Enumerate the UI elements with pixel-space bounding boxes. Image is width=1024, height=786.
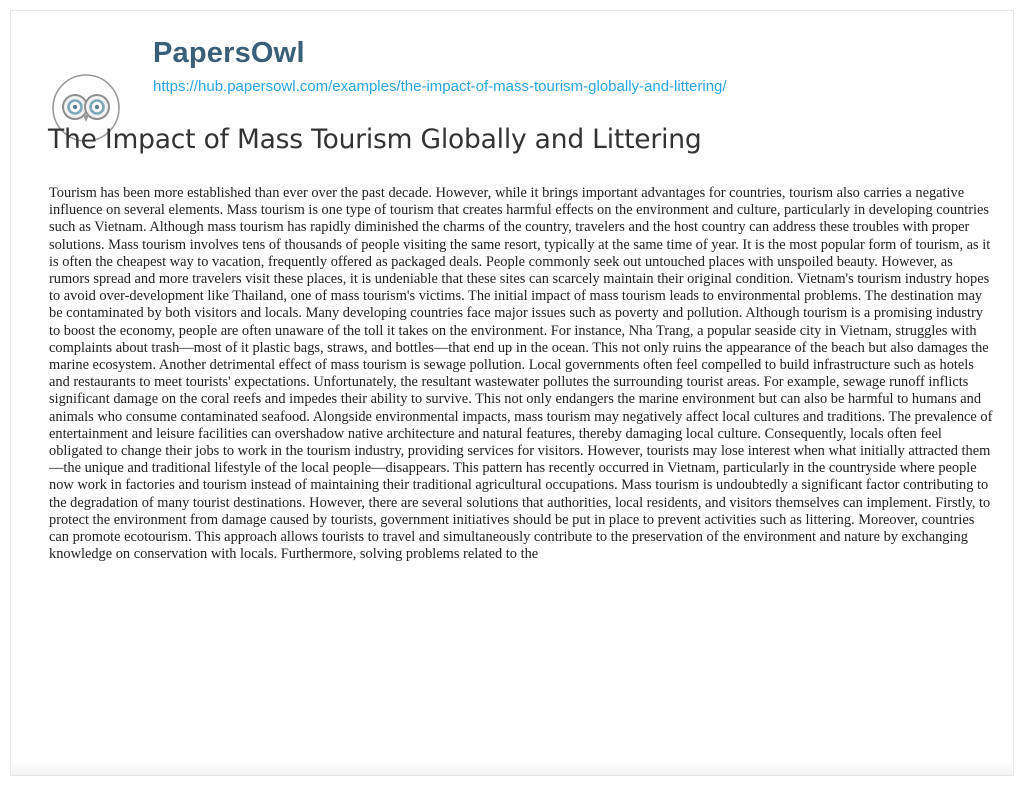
document-page xyxy=(10,10,1014,776)
brand-name: PapersOwl xyxy=(153,37,305,69)
article-body: Tourism has been more established than ever over the past decade. However, while it brings important advantages for countries, tourism also carries a negative influence on several elements. Mass tourism is one type of tourism that creates harmful effects on the environment and culture, particularly in developing countries such as Vietnam. Although mass tourism has rapidly diminished the charms of the country, travelers and the host country can address these troubles with proper solutions. Mass tourism involves tens of thousands of people visiting the same resort, typically at the same time of year. It is the most popular form of tourism, as it is often the cheapest way to vacation, frequently offered as packaged deals. People commonly seek out untouched places with unspoiled beauty. However, as rumors spread and more travelers visit these places, it is undeniable that these sites can scarcely maintain their original condition. Vietnam's tourism industry hopes to avoid over-development like Thailand, one of mass tourism's victims. The initial impact of mass tourism leads to environmental problems. The destination may be contaminated by both visitors and locals. Many developing countries face major issues such as poverty and pollution. Although tourism is a promising industry to boost the economy, people are often unaware of the toll it takes on the environment. For instance, Nha Trang, a popular seaside city in Vietnam, struggles with complaints about trash—most of it plastic bags, straws, and bottles—that end up in the ocean. This not only ruins the appearance of the beach but also damages the marine ecosystem. Another detrimental effect of mass tourism is sewage pollution. Local governments often feel compelled to build infrastructure such as hotels and restaurants to meet tourists' expectations. Unfortunately, the resultant wastewater pollutes the surrounding tourist areas. For example, sewage runoff inflicts significant damage on the coral reefs and impedes their ability to survive. This not only endangers the marine environment but can also be harmful to humans and animals who consume contaminated seafood. Alongside environmental impacts, mass tourism may negatively affect local cultures and traditions. The prevalence of entertainment and leisure facilities can overshadow native architecture and natural features, thereby damaging local culture. Consequently, locals often feel obligated to change their jobs to work in the tourism industry, providing services for visitors. However, tourists may lose interest when what initially attracted them—the unique and traditional lifestyle of the local people—disappears. This pattern has recently occurred in Vietnam, particularly in the countryside where people now work in factories and tourism instead of maintaining their traditional agricultural occupations. Mass tourism is undoubtedly a significant factor contributing to the degradation of many tourist destinations. However, there are several solutions that authorities, local residents, and visitors themselves can implement. Firstly, to protect the environment from damage caused by tourists, government initiatives should be put in place to prevent activities such as littering. Moreover, countries can promote ecotourism. This approach allows tourists to travel and simultaneously contribute to the preservation of the environment and nature by exchanging knowledge on conservation with locals. Furthermore, solving problems related to the xyxy=(49,185,993,563)
page-bottom-edge xyxy=(11,763,1013,775)
page-title: The Impact of Mass Tourism Globally and Littering xyxy=(48,124,702,155)
source-url-link[interactable]: https://hub.papersowl.com/examples/the-impact-of-mass-tourism-globally-and-littering/ xyxy=(153,78,727,95)
